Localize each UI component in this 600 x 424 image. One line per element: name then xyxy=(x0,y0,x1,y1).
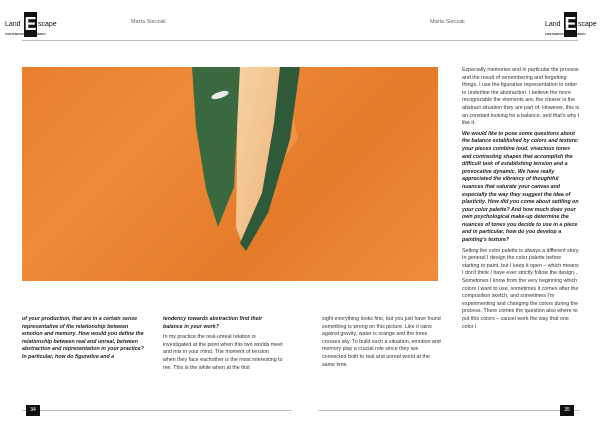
interview-question: tendency towards abstraction find their balance in your work? xyxy=(163,316,263,330)
page-number-right: 35 xyxy=(560,405,574,416)
logo-word-land: Land xyxy=(545,21,561,28)
logo-tagline: CONTEMPORARY ART MENU xyxy=(5,33,46,36)
logo-e-box: E xyxy=(564,12,577,37)
footer-divider-right xyxy=(318,410,580,411)
page-number-left: 34 xyxy=(26,405,40,416)
header-divider xyxy=(22,40,578,41)
interview-answer: sight everything looks fine, but you just have found something is wrong on this picture. Like it rains against gravity, water is orange and the trees crosses sky. To build such a situation, emotion and memory play a crucial role since they are connected both to real and unreal world at the same time. xyxy=(322,316,441,368)
logo-tagline: CONTEMPORARY ART MENU xyxy=(545,33,586,36)
logo-left xyxy=(5,12,65,37)
right-column-2 xyxy=(462,67,580,334)
painting-green-shape-left xyxy=(192,67,240,227)
right-column-1 xyxy=(322,316,444,372)
painting-artwork xyxy=(22,67,438,281)
logo-word-land: Land xyxy=(5,21,21,28)
interview-question: We would like to pose some questions about the balance established by colors and texture: your pieces combine loud, vivacious tones and contrasting shapes that accomplish the difficult task of establishing tension and a provocative dynamic. We have really appreciated the vibrancy of thoughtful nuances that saturate your canvas and especially the way they suggest the idea of plasticity. How did you come about settling on your color palette? And how much does your own psychological make-up determine the nuances of tones you decide to use in a piece and in particular, how do you develop a painting's texture? xyxy=(462,130,579,244)
painting-image xyxy=(22,67,438,281)
logo-e-box: E xyxy=(24,12,37,37)
footer-divider-left xyxy=(22,410,292,411)
interview-answer: Especially memories and in particular the process and the result of remembering and forgetting things. I use the figurative representation in order to underline the abstraction. I believe the more recognizable the elements are, the clearer is the abstract situation they are part of. However, this is an constant looking for a balance, and that's why I like it. xyxy=(462,67,580,127)
left-column-2 xyxy=(163,316,283,375)
logo-word-scape: scape xyxy=(578,21,597,28)
logo-right xyxy=(545,12,600,37)
author-name-right: Marta Sieczak xyxy=(430,19,465,25)
author-name-left: Marta Sieczak xyxy=(131,19,166,25)
interview-answer: Setting the color palette is always a different story. In general I design the color palette before starting to paint, but I keep it open – which means I don't think I have ever strictly follow the design... Sometimes I know from the very beginning which colors I want to use, sometimes it comes after the composition sketch, and sometimes I'm experimenting and changing the colors during the process. There comes the question also where to put this colors – causel work the way that one color I xyxy=(462,247,580,330)
interview-question: of your production, that are in a certain sense representative of the relationship between emotion and memory. How would you define the relationship between real and unreal, between abstraction and representation in your practice? In particular, how do figurative and a xyxy=(22,316,144,360)
logo-word-scape: scape xyxy=(38,21,57,28)
interview-answer: In my practice the real-unreal relation is investigated at the point when this two worlds meet and mix in your mind. The moment of tension when they face eachother is the most interesting to me. This is the while when at the first xyxy=(163,334,283,371)
left-column-1 xyxy=(22,316,144,365)
